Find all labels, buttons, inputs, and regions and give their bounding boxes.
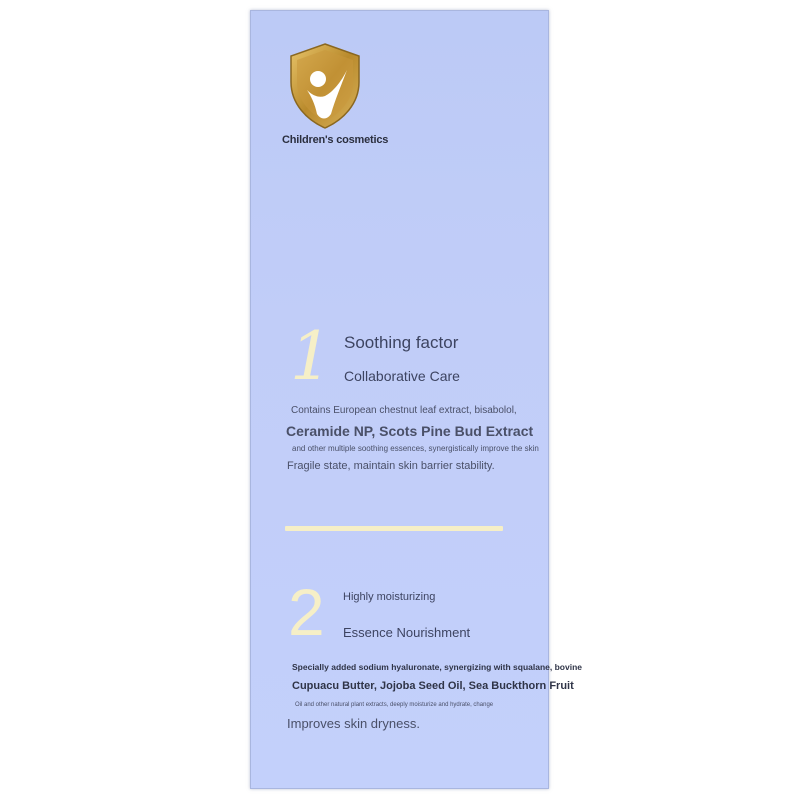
section1-text-line2: Ceramide NP, Scots Pine Bud Extract	[286, 423, 534, 439]
shield-logo-icon	[287, 42, 363, 130]
section1-subtitle: Collaborative Care	[344, 368, 460, 384]
section1-text-line1: Contains European chestnut leaf extract, bisabolol,	[291, 405, 517, 416]
section-number-2: 2	[288, 575, 325, 649]
section2-text-line4: Improves skin dryness.	[287, 716, 420, 731]
section2-text-line1: Specially added sodium hyaluronate, synergizing with squalane, bovine	[292, 662, 583, 672]
section2-title: Highly moisturizing	[343, 591, 436, 603]
section1-text-line3: and other multiple soothing essences, synergistically improve the skin	[292, 444, 539, 453]
section2-subtitle: Essence Nourishment	[343, 625, 471, 640]
divider	[285, 526, 503, 531]
section-number-1: 1	[290, 318, 332, 395]
section1-title: Soothing factor	[344, 333, 459, 352]
brand-name: Children's cosmetics	[282, 134, 389, 146]
section1-text-line4: Fragile state, maintain skin barrier stability.	[287, 460, 495, 472]
section2-text-line3: Oil and other natural plant extracts, deeply moisturize and hydrate, change	[295, 702, 494, 708]
section2-text-line2: Cupuacu Butter, Jojoba Seed Oil, Sea Buckthorn Fruit	[292, 680, 574, 692]
